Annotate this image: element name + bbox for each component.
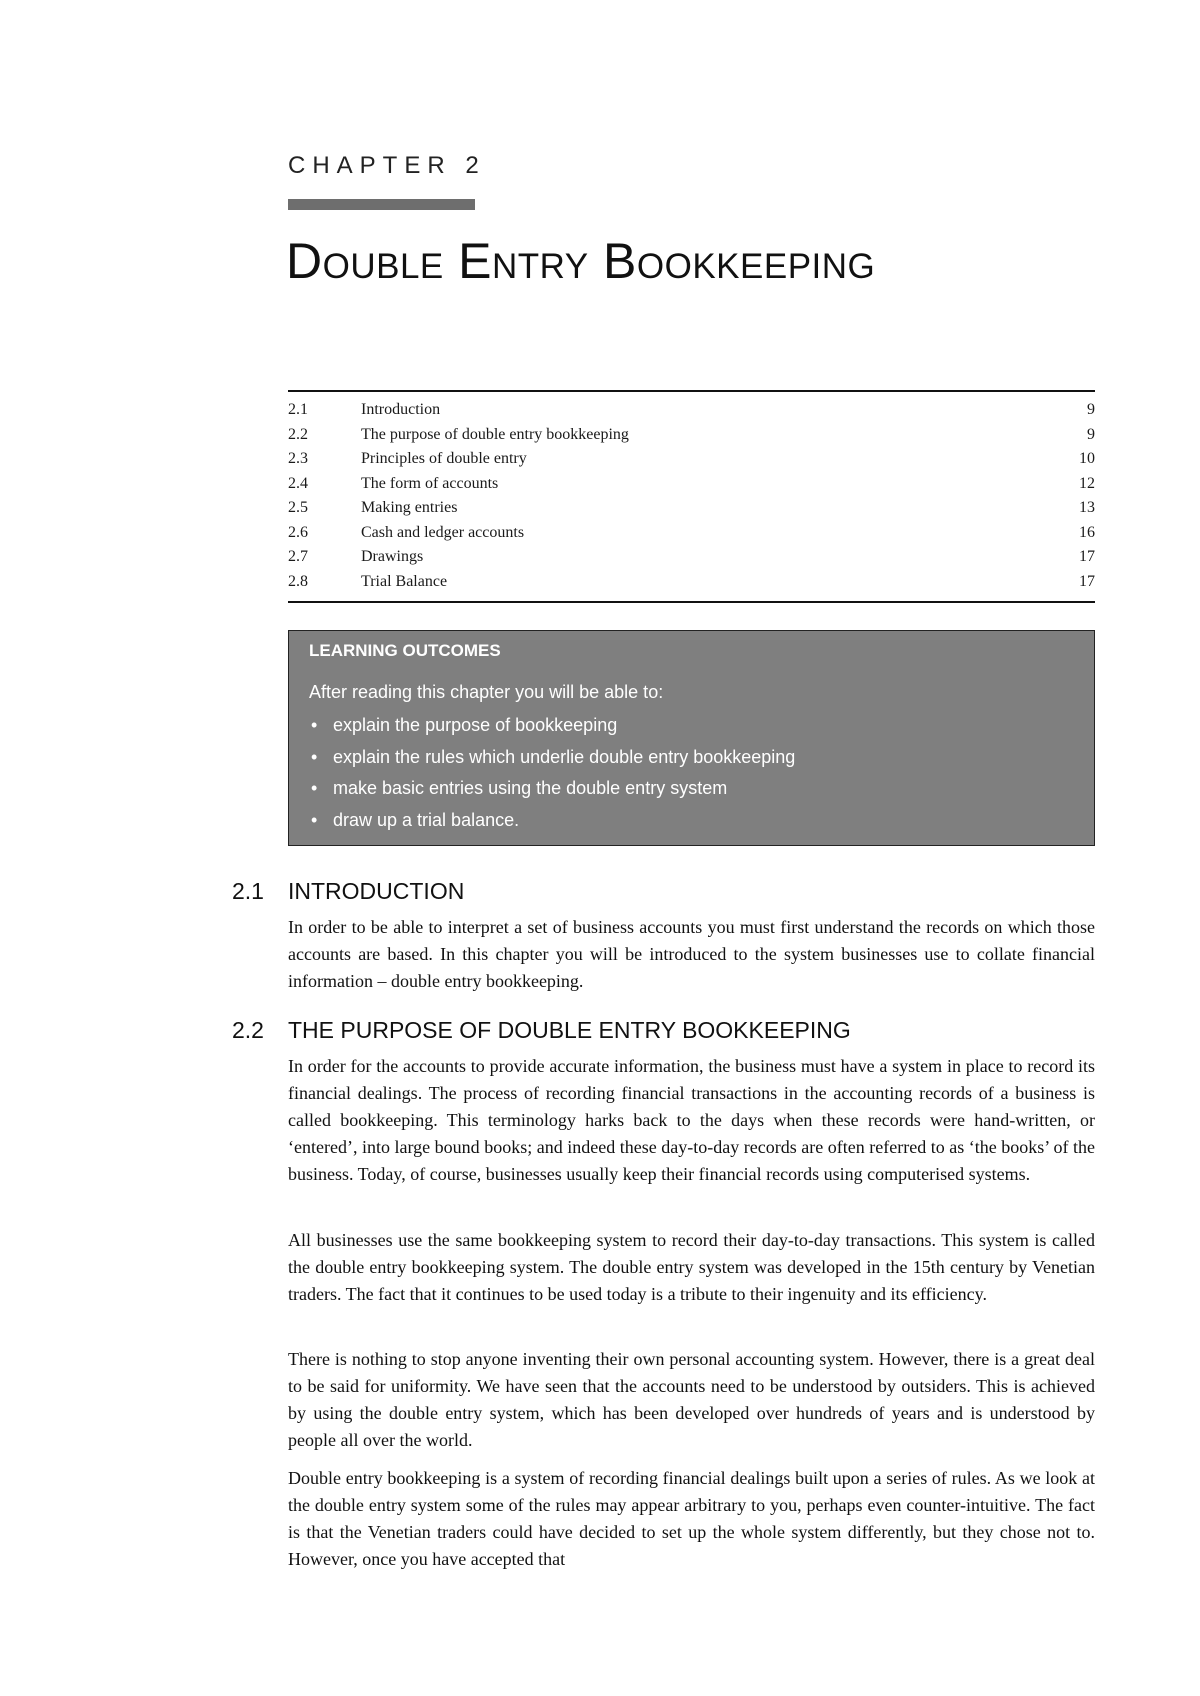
section-title: INTRODUCTION <box>288 878 465 904</box>
table-of-contents <box>288 390 1095 603</box>
toc-row <box>288 423 1095 448</box>
toc-row <box>288 398 1095 423</box>
toc-title: Making entries <box>361 499 458 517</box>
toc-title: Principles of double entry <box>361 450 527 468</box>
toc-page: 10 <box>1079 450 1095 468</box>
toc-page: 9 <box>1087 425 1095 443</box>
outcome-text: explain the rules which underlie double entry bookkeeping <box>333 746 796 767</box>
toc-title: Trial Balance <box>361 572 448 590</box>
section-title: THE PURPOSE OF DOUBLE ENTRY BOOKKEEPING <box>288 1017 851 1043</box>
paragraph: All businesses use the same bookkeeping system to record their day-to-day transactions. This system is called the double entry bookkeeping system. The double entry system was developed in the 15th century by Venetian traders. The fact that it continues to be used today is a tribute to their ingenuity and its efficiency. <box>288 1230 1095 1304</box>
toc-number: 2.5 <box>288 499 308 517</box>
toc-number: 2.3 <box>288 450 308 468</box>
section-number: 2.1 <box>232 878 264 904</box>
toc-number: 2.4 <box>288 474 308 492</box>
learning-outcomes-heading: LEARNING OUTCOMES <box>309 641 501 660</box>
toc-number: 2.7 <box>288 548 308 566</box>
outcome-text: explain the purpose of bookkeeping <box>333 715 618 735</box>
outcome-text: draw up a trial balance. <box>333 809 520 830</box>
toc-title: The form of accounts <box>361 474 499 492</box>
toc-row <box>288 472 1095 497</box>
toc-page: 16 <box>1079 523 1095 541</box>
list-item <box>309 778 795 810</box>
toc-row <box>288 545 1095 570</box>
bullet-icon: • <box>311 715 318 735</box>
paragraph: In order to be able to interpret a set of business accounts you must first understand the records on which those accounts are based. In this chapter you will be introduced to the system businesses use to collate financial information – double entry bookkeeping. <box>288 917 1095 991</box>
toc-row <box>288 521 1095 546</box>
outcome-text: make basic entries using the double entry system <box>333 778 728 798</box>
chapter-title: Double Entry Bookkeeping <box>286 233 876 289</box>
toc-page: 13 <box>1079 499 1095 517</box>
toc-row <box>288 570 1095 595</box>
toc-title: Drawings <box>361 548 424 566</box>
learning-outcomes-box <box>288 630 1095 846</box>
section-heading-introduction <box>232 878 464 905</box>
paragraph: In order for the accounts to provide accurate information, the business must have a system in place to record its financial dealings. The process of recording financial transactions in the accounting records of a business is called bookkeeping. This terminology harks back to the days when these records were hand-written, or ‘entered’, into large bound books; and indeed these day-to-day records are often referred to as ‘the books’ of the business. Today, of course, businesses usually keep their financial records using computerised systems. <box>288 1056 1095 1184</box>
bullet-icon: • <box>311 746 318 767</box>
section-number: 2.2 <box>232 1017 264 1043</box>
toc-title: Cash and ledger accounts <box>361 523 525 541</box>
learning-outcomes-intro: After reading this chapter you will be able to: <box>309 682 664 702</box>
toc-title: The purpose of double entry bookkeeping <box>361 425 629 443</box>
toc-row <box>288 447 1095 472</box>
toc-number: 2.2 <box>288 425 308 443</box>
toc-number: 2.1 <box>288 401 308 419</box>
toc-row <box>288 496 1095 521</box>
bullet-icon: • <box>311 809 318 830</box>
list-item <box>309 747 795 779</box>
bullet-icon: • <box>311 778 318 798</box>
section-heading-purpose <box>232 1017 851 1044</box>
toc-page: 12 <box>1079 474 1095 492</box>
chapter-label: CHAPTER 2 <box>288 152 486 179</box>
paragraph: Double entry bookkeeping is a system of recording financial dealings built upon a series of rules. As we look at the double entry system some of the rules may appear arbitrary to you, perhaps even counter-intuitive. The fact is that the Venetian traders could have decided to set up the whole system differently, but they chose not to. However, once you have accepted that <box>288 1468 1095 1569</box>
toc-number: 2.6 <box>288 523 308 541</box>
list-item <box>309 715 795 747</box>
paragraph: There is nothing to stop anyone inventing their own personal accounting system. However, there is a great deal to be said for uniformity. We have seen that the accounts need to be understood by outsiders. This is achieved by using the double entry system, which has been developed over hundreds of years and is understood by people all over the world. <box>288 1349 1095 1450</box>
toc-page: 9 <box>1087 401 1095 419</box>
chapter-rule <box>288 199 475 210</box>
list-item <box>309 810 795 842</box>
toc-number: 2.8 <box>288 572 308 590</box>
toc-title: Introduction <box>361 401 441 419</box>
toc-page: 17 <box>1079 572 1095 590</box>
learning-outcomes-list <box>309 715 795 841</box>
toc-page: 17 <box>1079 548 1095 566</box>
